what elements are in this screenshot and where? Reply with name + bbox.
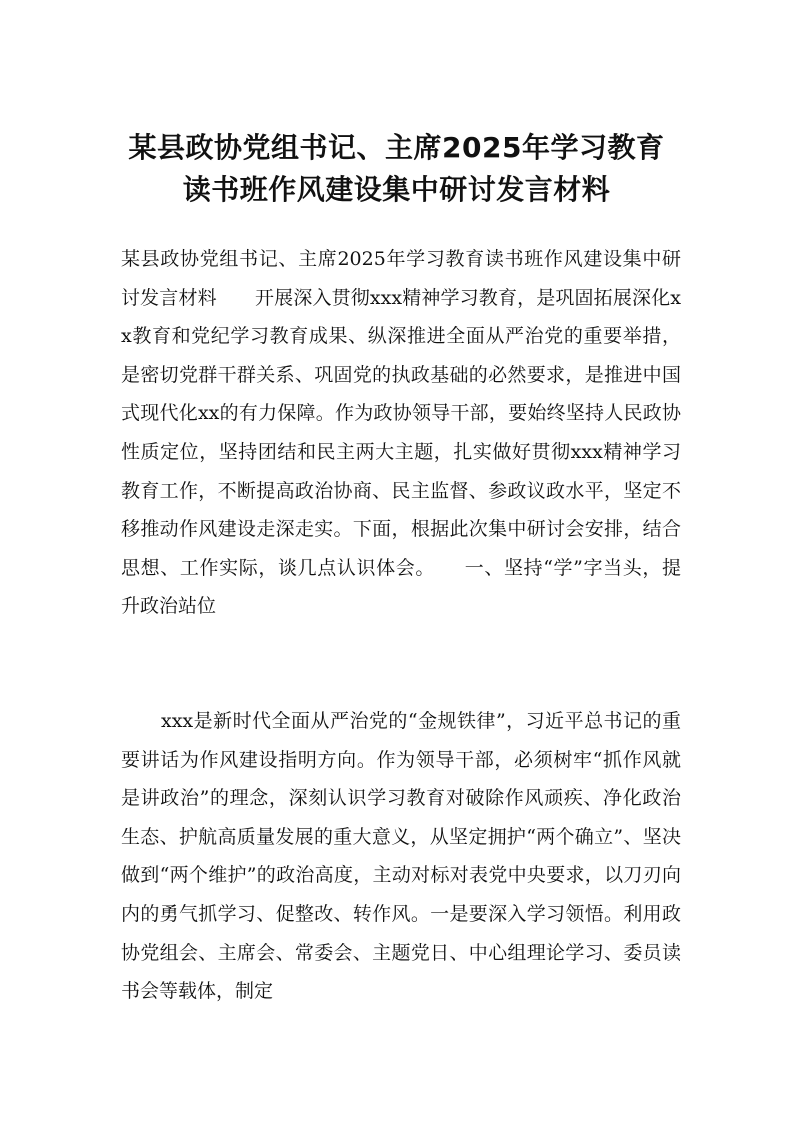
- document-title-line-1: 某县政协党组书记、主席2025年学习教育: [128, 131, 665, 164]
- body-paragraph-1: 某县政协党组书记、主席2025年学习教育读书班作风建设集中研讨发言材料 开展深入贯彻xxx精神学习教育，是巩固拓展深化xx教育和党纪学习教育成果、纵深推进全面从严治党的重要举措，是密切党群干群关系、巩固党的执政基础的必然要求，是推进中国式现代化xx的有力保障。作为政协领导干部，要始终坚持人民政协性质定位，坚持团结和民主两大主题，扎实做好贯彻xxx精神学习教育工作，不断提高政治协商、民主监督、参政议政水平，坚定不移推动作风建设走深走实。下面，根据此次集中研讨会安排，结合思想、工作实际，谈几点认识体会。 一、坚持“学”字当头，提升政治站位: [121, 248, 681, 618]
- document-title-line-2: 读书班作风建设集中研讨发言材料: [182, 173, 611, 206]
- body-paragraph-2: xxx是新时代全面从严治党的“金规铁律”，习近平总书记的重要讲话为作风建设指明方向。作为领导干部，必须树牢“抓作风就是讲政治”的理念，深刻认识学习教育对破除作风顽疾、净化政治生态、护航高质量发展的重大意义，从坚定拥护“两个确立”、坚决做到“两个维护”的政治高度，主动对标对表党中央要求，以刀刃向内的勇气抓学习、促整改、转作风。一是要深入学习领悟。利用政协党组会、主席会、常委会、主题党日、中心组理论学习、委员读书会等载体，制定: [121, 710, 681, 1003]
